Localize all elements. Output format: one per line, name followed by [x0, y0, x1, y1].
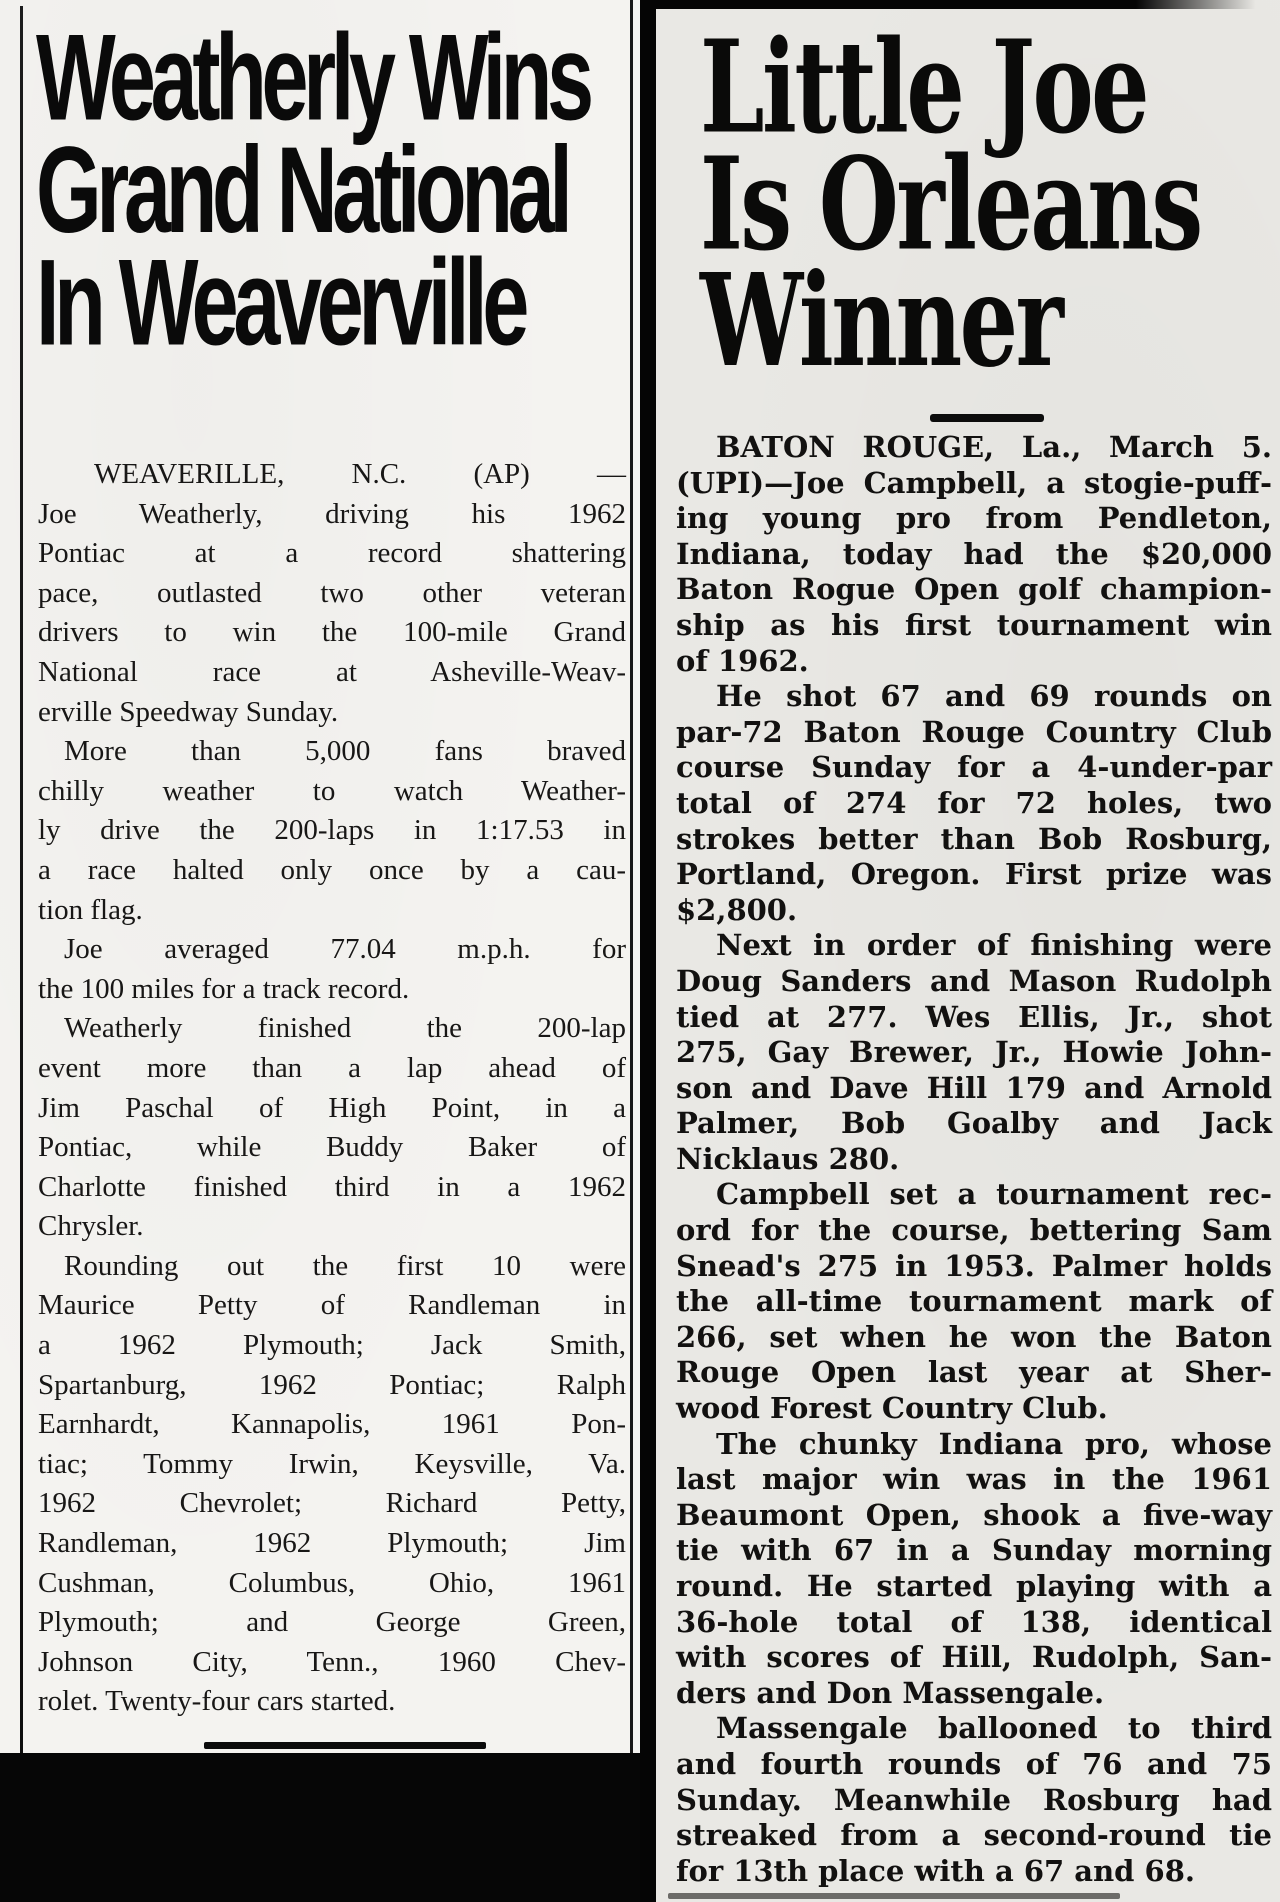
- text-line: the 100 miles for a track record.: [38, 972, 410, 1005]
- text-line: wood Forest Country Club.: [676, 1391, 1108, 1426]
- text-line: Weatherly finished the 200-lap: [64, 1012, 626, 1045]
- text-line: par-72 Baton Rouge Country Club: [676, 714, 1272, 749]
- headline-line: Little Joe: [700, 13, 1148, 163]
- text-line: National race at Asheville-Weav-: [38, 655, 626, 688]
- text-line: Massengale ballooned to third: [716, 1711, 1272, 1746]
- text-line: WEAVERILLE, N.C. (AP) —: [94, 458, 626, 490]
- right-article-body: [676, 430, 1272, 1889]
- headline-line: Weatherly Wins: [36, 9, 589, 147]
- text-line: The chunky Indiana pro, whose: [716, 1426, 1272, 1461]
- text-line: Rouge Open last year at Sher-: [676, 1355, 1272, 1390]
- text-line: pace, outlasted two other veteran: [38, 576, 626, 609]
- text-line: 36-hole total of 138, identical: [676, 1604, 1272, 1639]
- text-line: 1962 Chevrolet; Richard Petty,: [38, 1487, 626, 1520]
- dateline-rule: [930, 414, 1044, 422]
- text-line: round. He started playing with a: [676, 1569, 1272, 1603]
- text-line: a 1962 Plymouth; Jack Smith,: [38, 1329, 626, 1362]
- text-line: Pontiac, while Buddy Baker of: [38, 1131, 626, 1164]
- text-line: Spartanburg, 1962 Pontiac; Ralph: [38, 1368, 626, 1401]
- top-border-bar: [656, 0, 1256, 9]
- text-line: 266, set when he won the Baton: [676, 1319, 1272, 1354]
- paragraph: [676, 679, 1272, 928]
- text-line: tied at 277. Wes Ellis, Jr., shot: [676, 999, 1272, 1034]
- text-line: streaked from a second-round tie: [676, 1818, 1272, 1853]
- text-line: chilly weather to watch Weather-: [38, 774, 626, 807]
- text-line: drivers to win the 100-mile Grand: [38, 616, 626, 649]
- text-line: Nicklaus 280.: [676, 1141, 900, 1176]
- paragraph: [676, 1177, 1272, 1426]
- text-line: strokes better than Bob Rosburg,: [676, 821, 1272, 856]
- text-line: of 1962.: [676, 643, 809, 678]
- text-line: Sunday. Meanwhile Rosburg had: [676, 1782, 1272, 1817]
- paragraph: [38, 455, 626, 732]
- text-line: Jim Paschal of High Point, in a: [38, 1091, 626, 1124]
- text-line: and fourth rounds of 76 and 75: [676, 1746, 1272, 1781]
- text-line: More than 5,000 fans braved: [64, 735, 626, 768]
- right-article-headline: [700, 13, 1280, 396]
- text-line: a race halted only once by a cau-: [38, 853, 626, 886]
- text-line: Doug Sanders and Mason Rudolph: [676, 963, 1272, 998]
- text-line: Cushman, Columbus, Ohio, 1961: [38, 1566, 626, 1599]
- text-line: Pontiac at a record shattering: [38, 537, 626, 570]
- text-line: Snead's 275 in 1953. Palmer holds: [676, 1248, 1272, 1283]
- article-end-rule: [204, 1742, 486, 1749]
- text-line: event more than a lap ahead of: [38, 1051, 626, 1084]
- text-line: tie with 67 in a Sunday morning: [676, 1533, 1272, 1568]
- text-line: last major win was in the 1961: [676, 1462, 1272, 1497]
- text-line: ord for the course, bettering Sam: [676, 1213, 1272, 1248]
- paragraph: [38, 1247, 626, 1722]
- text-line: total of 274 for 72 holes, two: [676, 785, 1272, 820]
- column-divider-rule: [630, 0, 633, 1753]
- text-line: ders and Don Massengale.: [676, 1675, 1105, 1710]
- text-line: Johnson City, Tenn., 1960 Chev-: [38, 1645, 626, 1678]
- headline-line: Winner: [700, 247, 1062, 396]
- left-article-headline: [36, 9, 670, 372]
- text-line: BATON ROUGE, La., March 5.: [716, 430, 1272, 464]
- text-line: rolet. Twenty-four cars started.: [38, 1685, 396, 1718]
- scan-dark-region: [0, 1753, 640, 1902]
- bottom-edge-smudge: [668, 1893, 1120, 1899]
- text-line: Charlotte finished third in a 1962: [38, 1170, 626, 1203]
- text-line: Beaumont Open, shook a five-way: [676, 1497, 1272, 1532]
- text-line: Maurice Petty of Randleman in: [38, 1289, 626, 1322]
- right-article-column: [640, 0, 1280, 1902]
- paragraph: [38, 732, 626, 930]
- paragraph: [676, 430, 1272, 679]
- text-line: Plymouth; and George Green,: [38, 1606, 626, 1639]
- text-line: Rounding out the first 10 were: [64, 1249, 626, 1282]
- paragraph: [676, 928, 1272, 1177]
- text-line: Campbell set a tournament rec-: [716, 1177, 1272, 1212]
- paragraph: [38, 930, 626, 1009]
- headline-line: In Weaverville: [36, 234, 525, 372]
- headline-line: Is Orleans: [700, 130, 1201, 279]
- paragraph: [676, 1427, 1272, 1712]
- text-line: Joe averaged 77.04 m.p.h. for: [64, 933, 626, 966]
- text-line: $2,800.: [676, 892, 798, 927]
- text-line: with scores of Hill, Rudolph, San-: [676, 1640, 1272, 1675]
- text-line: Palmer, Bob Goalby and Jack: [676, 1106, 1272, 1141]
- text-line: Earnhardt, Kannapolis, 1961 Pon-: [38, 1408, 626, 1441]
- text-line: ing young pro from Pendleton,: [676, 501, 1272, 536]
- text-line: Baton Rogue Open golf champion-: [676, 572, 1272, 607]
- text-line: (UPI)—Joe Campbell, a stogie-puff-: [676, 465, 1272, 500]
- text-line: ship as his first tournament win: [676, 607, 1272, 642]
- text-line: Indiana, today had the $20,000: [676, 536, 1272, 571]
- text-line: ly drive the 200-laps in 1:17.53 in: [38, 814, 626, 847]
- text-line: Chrysler.: [38, 1210, 144, 1243]
- text-line: tiac; Tommy Irwin, Keysville, Va.: [38, 1447, 626, 1480]
- text-line: Portland, Oregon. First prize was: [676, 857, 1272, 892]
- text-line: Randleman, 1962 Plymouth; Jim: [38, 1527, 626, 1560]
- text-line: He shot 67 and 69 rounds on: [716, 679, 1272, 714]
- text-line: course Sunday for a 4-under-par: [676, 750, 1272, 785]
- text-line: 275, Gay Brewer, Jr., Howie John-: [676, 1035, 1272, 1070]
- text-line: the all-time tournament mark of: [676, 1284, 1272, 1319]
- left-article-body: [38, 455, 626, 1722]
- text-line: tion flag.: [38, 893, 143, 926]
- text-line: erville Speedway Sunday.: [38, 695, 339, 728]
- paragraph: [676, 1711, 1272, 1889]
- text-line: for 13th place with a 67 and 68.: [676, 1853, 1196, 1888]
- paragraph: [38, 1009, 626, 1247]
- text-line: Next in order of finishing were: [716, 928, 1272, 963]
- headline-line: Grand National: [36, 121, 568, 259]
- text-line: Joe Weatherly, driving his 1962: [38, 497, 626, 530]
- text-line: son and Dave Hill 179 and Arnold: [676, 1070, 1272, 1105]
- left-edge-rule: [20, 6, 23, 1753]
